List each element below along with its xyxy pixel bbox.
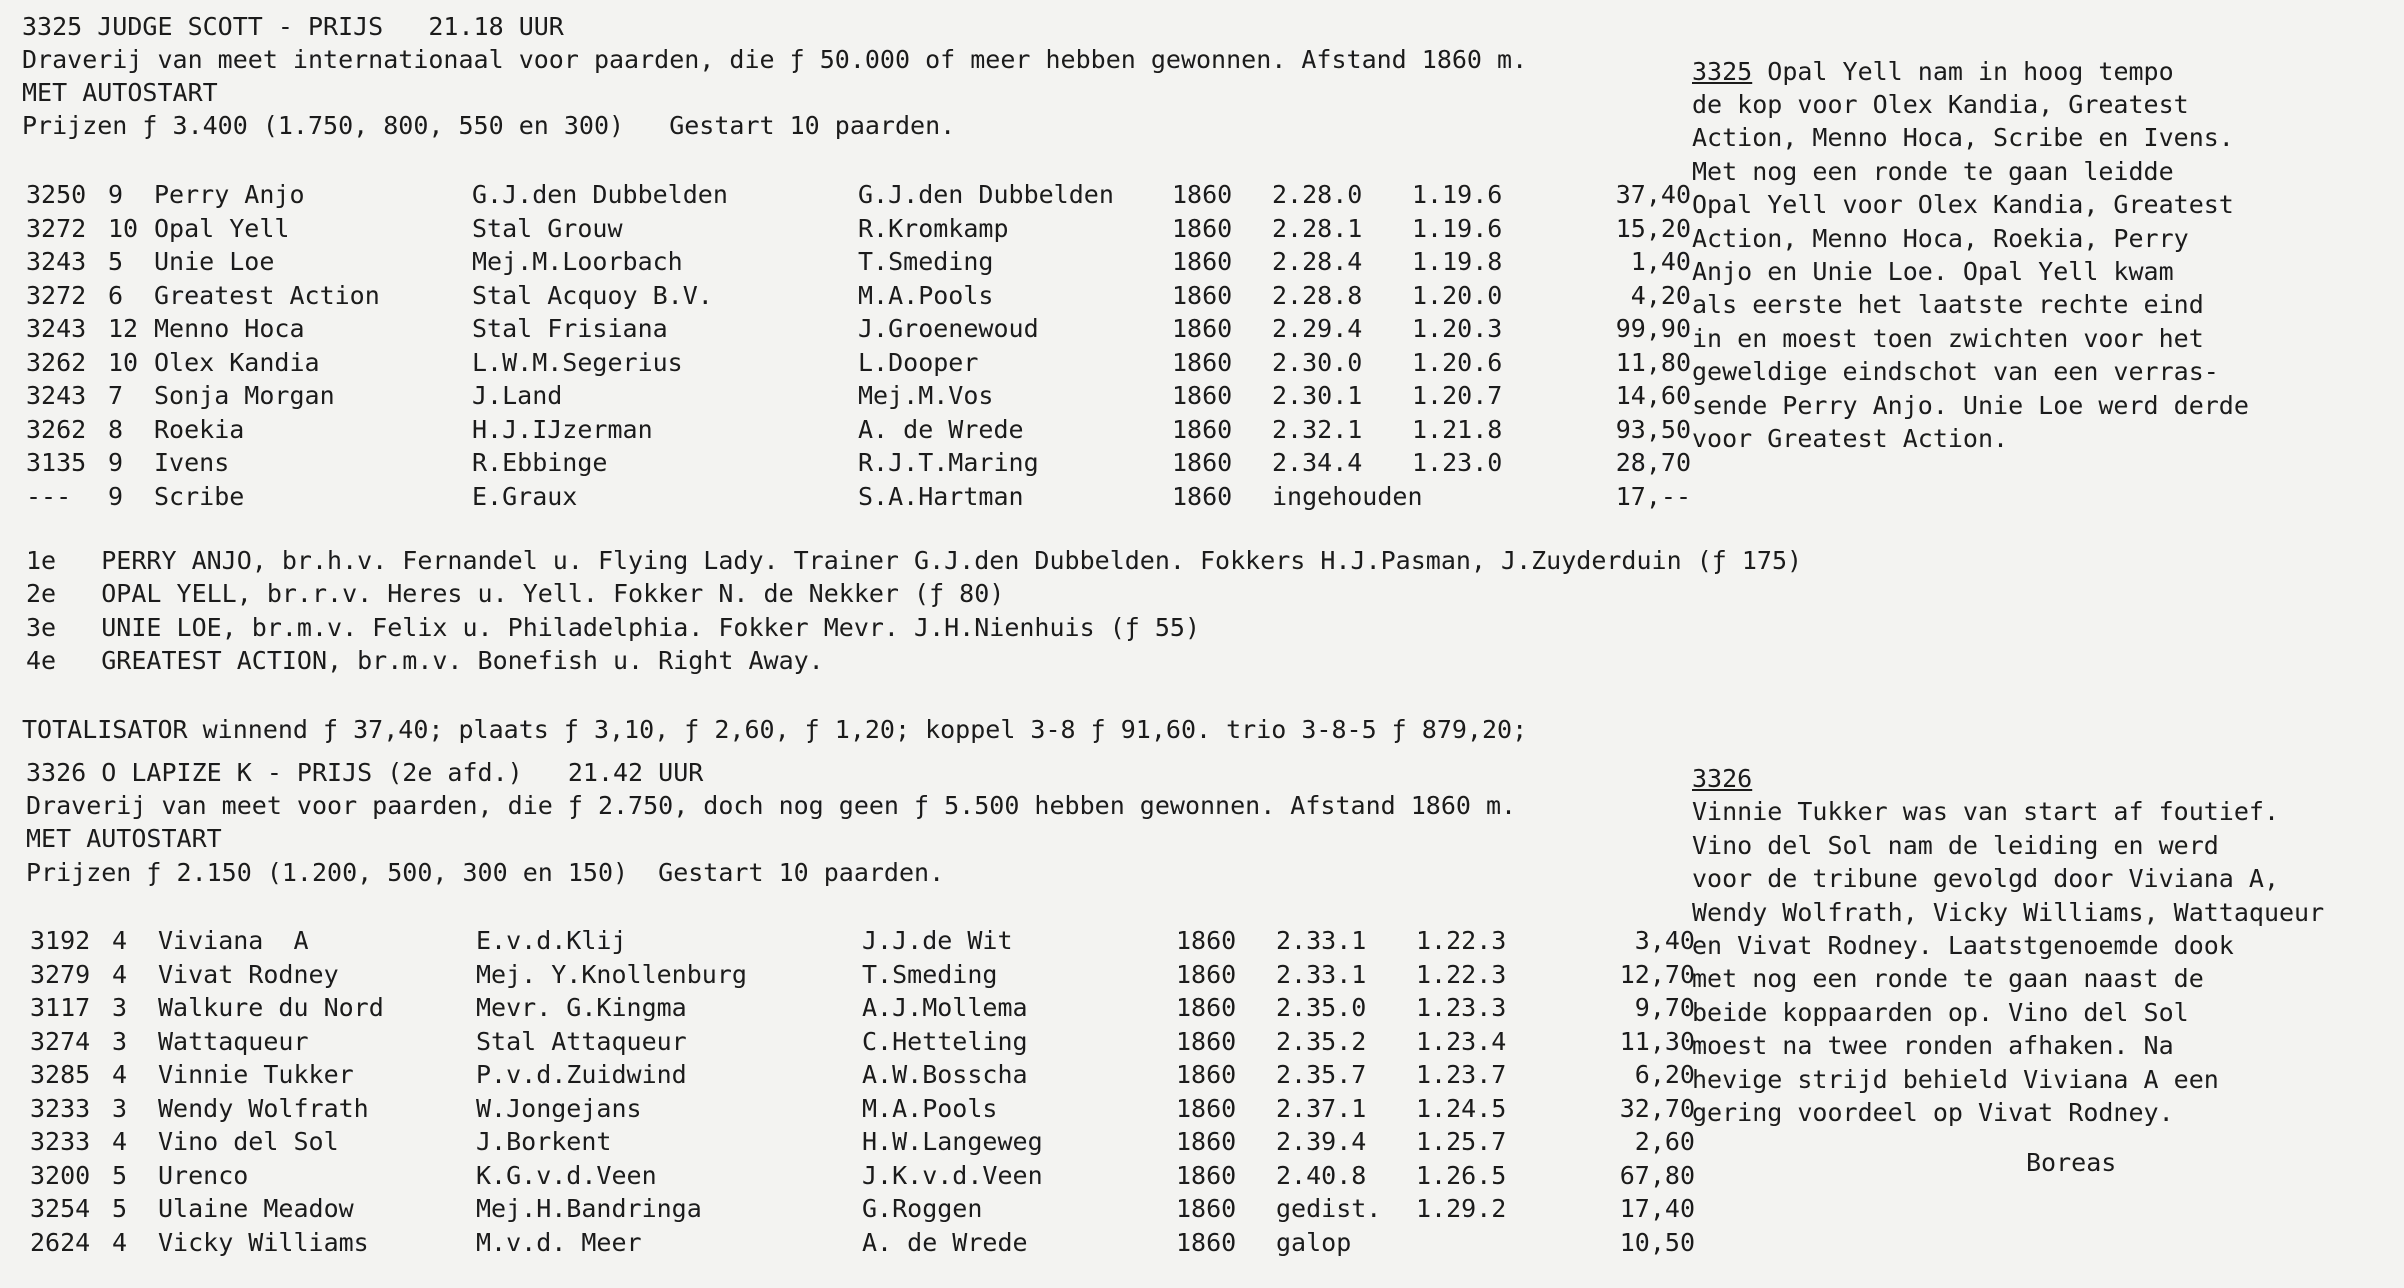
odds: 2,60: [1634, 1127, 1695, 1156]
signature: Boreas: [2026, 1148, 2117, 1177]
start-number: 4: [112, 1227, 128, 1257]
odds: 99,90: [1615, 314, 1691, 343]
comment-line: Wendy Wolfrath, Vicky Williams, Wattaqueur: [1692, 898, 2325, 927]
distance: 1860: [1176, 1093, 1237, 1123]
total-time: 2.40.8: [1276, 1160, 1367, 1190]
total-time: galop: [1276, 1227, 1352, 1257]
km-time: 1.19.6: [1412, 180, 1503, 209]
total-time: 2.33.1: [1276, 959, 1367, 989]
start-number: 12: [108, 314, 139, 343]
total-time: 2.35.0: [1276, 993, 1367, 1022]
start-number: 5: [112, 1194, 128, 1223]
distance: 1860: [1172, 314, 1233, 343]
table-row: [26, 178, 1706, 211]
owner: L.W.M.Segerius: [472, 347, 683, 377]
km-time: 1.23.7: [1416, 1060, 1507, 1089]
table-row: [30, 958, 1710, 991]
comment-line: Vinnie Tukker was van start af foutief.: [1692, 797, 2279, 826]
owner: Stal Frisiana: [472, 314, 668, 343]
distance: 1860: [1176, 1127, 1237, 1156]
distance: 1860: [1172, 180, 1233, 209]
driver: A. de Wrede: [858, 414, 1024, 444]
race1-description: Draverij van meet internationaal voor paarden, die ƒ 50.000 of meer hebben gewonnen. Afstand 1860 m.: [22, 45, 1528, 74]
driver: G.J.den Dubbelden: [858, 180, 1114, 209]
total-time: 2.28.8: [1272, 280, 1363, 310]
driver: T.Smeding: [862, 959, 998, 989]
km-time: 1.29.2: [1416, 1194, 1507, 1223]
horse-name: Walkure du Nord: [158, 993, 384, 1022]
owner: Stal Grouw: [472, 213, 623, 243]
owner: R.Ebbinge: [472, 448, 608, 477]
driver: R.Kromkamp: [858, 213, 1009, 243]
race1-totalisator: TOTALISATOR winnend ƒ 37,40; plaats ƒ 3,10, ƒ 2,60, ƒ 1,20; koppel 3-8 ƒ 91,60. trio 3-8-5 ƒ 879,20;: [22, 715, 1528, 744]
odds: 12,70: [1619, 959, 1695, 989]
km-time: 1.25.7: [1416, 1127, 1507, 1156]
comment-line: Anjo en Unie Loe. Opal Yell kwam: [1692, 257, 2174, 286]
prev-race-number: 3243: [26, 247, 87, 276]
total-time: 2.39.4: [1276, 1127, 1367, 1156]
horse-name: Unie Loe: [154, 247, 275, 276]
total-time: 2.32.1: [1272, 414, 1363, 444]
total-time: 2.28.0: [1272, 180, 1363, 209]
table-row: [26, 379, 1706, 412]
total-time: 2.28.1: [1272, 213, 1363, 243]
driver: G.Roggen: [862, 1194, 983, 1223]
table-row: [30, 1025, 1710, 1058]
table-row: [30, 1092, 1710, 1125]
race1-prizes: Prijzen ƒ 3.400 (1.750, 800, 550 en 300) Gestart 10 paarden.: [22, 111, 956, 140]
owner: P.v.d.Zuidwind: [476, 1060, 687, 1089]
table-row: [30, 1159, 1710, 1192]
race1-start-type: MET AUTOSTART: [22, 78, 218, 107]
comment-line: met nog een ronde te gaan naast de: [1692, 964, 2204, 993]
prev-race-number: 3192: [30, 926, 91, 955]
prev-race-number: 3243: [26, 381, 87, 410]
comment-line: voor de tribune gevolgd door Viviana A,: [1692, 864, 2279, 893]
driver: S.A.Hartman: [858, 481, 1024, 511]
distance: 1860: [1176, 1026, 1237, 1056]
race1-header: 3325 JUDGE SCOTT - PRIJS 21.18 UUR: [22, 12, 564, 41]
prev-race-number: 3233: [30, 1093, 91, 1123]
table-row: [26, 245, 1706, 278]
horse-name: Sonja Morgan: [154, 381, 335, 410]
table-row: [30, 1125, 1710, 1158]
distance: 1860: [1176, 926, 1237, 955]
prev-race-number: 2624: [30, 1227, 91, 1257]
km-time: 1.23.4: [1416, 1026, 1507, 1056]
prev-race-number: 3285: [30, 1060, 91, 1089]
km-time: 1.19.6: [1412, 213, 1503, 243]
start-number: 6: [108, 280, 124, 310]
race2-start-type: MET AUTOSTART: [26, 824, 222, 853]
odds: 9,70: [1634, 993, 1695, 1022]
prev-race-number: 3254: [30, 1194, 91, 1223]
driver: H.W.Langeweg: [862, 1127, 1043, 1156]
distance: 1860: [1172, 414, 1233, 444]
start-number: 4: [112, 1060, 128, 1089]
comment-line: als eerste het laatste rechte eind: [1692, 290, 2204, 319]
driver: A.J.Mollema: [862, 993, 1028, 1022]
table-row: [26, 346, 1706, 379]
km-time: 1.26.5: [1416, 1160, 1507, 1190]
odds: 4,20: [1630, 280, 1691, 310]
comment-line: Opal Yell voor Olex Kandia, Greatest: [1692, 190, 2234, 219]
total-time: 2.30.1: [1272, 381, 1363, 410]
driver: J.J.de Wit: [862, 926, 1013, 955]
owner: K.G.v.d.Veen: [476, 1160, 657, 1190]
km-time: 1.22.3: [1416, 926, 1507, 955]
horse-name: Greatest Action: [154, 280, 380, 310]
odds: 1,40: [1630, 247, 1691, 276]
driver: R.J.T.Maring: [858, 448, 1039, 477]
table-row: [30, 924, 1710, 957]
prev-race-number: 3243: [26, 314, 87, 343]
race2-description: Draverij van meet voor paarden, die ƒ 2.750, doch nog geen ƒ 5.500 hebben gewonnen. Afstand 1860 m.: [26, 791, 1517, 820]
horse-name: Menno Hoca: [154, 314, 305, 343]
table-row: [30, 991, 1710, 1024]
comment-line: Vino del Sol nam de leiding en werd: [1692, 831, 2219, 860]
start-number: 4: [112, 959, 128, 989]
horse-name: Scribe: [154, 481, 245, 511]
start-number: 9: [108, 481, 124, 511]
comment-line: Met nog een ronde te gaan leidde: [1692, 157, 2174, 186]
prev-race-number: 3274: [30, 1026, 91, 1056]
horse-name: Vinnie Tukker: [158, 1060, 354, 1089]
horse-name: Perry Anjo: [154, 180, 305, 209]
distance: 1860: [1172, 347, 1233, 377]
km-time: 1.23.3: [1416, 993, 1507, 1022]
comment-line: de kop voor Olex Kandia, Greatest: [1692, 90, 2189, 119]
owner: E.v.d.Klij: [476, 926, 627, 955]
start-number: 3: [112, 993, 128, 1022]
km-time: 1.22.3: [1416, 959, 1507, 989]
start-number: 8: [108, 414, 124, 444]
comment-line: Action, Menno Hoca, Roekia, Perry: [1692, 224, 2189, 253]
total-time: 2.35.2: [1276, 1026, 1367, 1056]
placing-line: 2e OPAL YELL, br.r.v. Heres u. Yell. Fokker N. de Nekker (ƒ 80): [26, 579, 1005, 608]
owner: Mevr. G.Kingma: [476, 993, 687, 1022]
distance: 1860: [1172, 381, 1233, 410]
distance: 1860: [1172, 448, 1233, 477]
race2-prizes: Prijzen ƒ 2.150 (1.200, 500, 300 en 150) Gestart 10 paarden.: [26, 858, 945, 887]
horse-name: Viviana A: [158, 926, 309, 955]
prev-race-number: 3272: [26, 280, 87, 310]
comment-line: beide koppaarden op. Vino del Sol: [1692, 998, 2189, 1027]
table-row: [30, 1226, 1710, 1259]
driver: J.K.v.d.Veen: [862, 1160, 1043, 1190]
distance: 1860: [1176, 959, 1237, 989]
owner: J.Borkent: [476, 1127, 612, 1156]
horse-name: Wendy Wolfrath: [158, 1093, 369, 1123]
start-number: 10: [108, 213, 139, 243]
distance: 1860: [1172, 481, 1233, 511]
total-time: 2.35.7: [1276, 1060, 1367, 1089]
driver: A. de Wrede: [862, 1227, 1028, 1257]
total-time: 2.30.0: [1272, 347, 1363, 377]
start-number: 3: [112, 1026, 128, 1056]
horse-name: Opal Yell: [154, 213, 290, 243]
start-number: 4: [112, 1127, 128, 1156]
owner: Stal Attaqueur: [476, 1026, 687, 1056]
comment-line: in en moest toen zwichten voor het: [1692, 324, 2204, 353]
odds: 37,40: [1615, 180, 1691, 209]
odds: 10,50: [1619, 1227, 1695, 1257]
start-number: 7: [108, 381, 124, 410]
distance: 1860: [1176, 1160, 1237, 1190]
driver: M.A.Pools: [862, 1093, 998, 1123]
odds: 14,60: [1615, 381, 1691, 410]
odds: 17,--: [1615, 481, 1691, 511]
owner: Stal Acquoy B.V.: [472, 280, 713, 310]
owner: W.Jongejans: [476, 1093, 642, 1123]
odds: 3,40: [1634, 926, 1695, 955]
odds: 28,70: [1615, 448, 1691, 477]
distance: 1860: [1172, 213, 1233, 243]
driver: T.Smeding: [858, 247, 994, 276]
distance: 1860: [1176, 1227, 1237, 1257]
owner: E.Graux: [472, 481, 578, 511]
distance: 1860: [1172, 280, 1233, 310]
driver: C.Hetteling: [862, 1026, 1028, 1056]
km-time: 1.23.0: [1412, 448, 1503, 477]
total-time: 2.28.4: [1272, 247, 1363, 276]
comment-line: Opal Yell nam in hoog tempo: [1752, 57, 2174, 86]
horse-name: Vivat Rodney: [158, 959, 339, 989]
prev-race-number: 3117: [30, 993, 91, 1022]
km-time: 1.20.0: [1412, 280, 1503, 310]
prev-race-number: ---: [26, 481, 72, 511]
total-time: 2.33.1: [1276, 926, 1367, 955]
owner: J.Land: [472, 381, 563, 410]
owner: H.J.IJzerman: [472, 414, 653, 444]
odds: 11,80: [1615, 347, 1691, 377]
table-row: [26, 480, 1706, 513]
owner: Mej.M.Loorbach: [472, 247, 683, 276]
start-number: 5: [112, 1160, 128, 1190]
horse-name: Wattaqueur: [158, 1026, 309, 1056]
table-row: [26, 279, 1706, 312]
comment-line: Action, Menno Hoca, Scribe en Ivens.: [1692, 123, 2234, 152]
start-number: 5: [108, 247, 124, 276]
placing-line: 4e GREATEST ACTION, br.m.v. Bonefish u. Right Away.: [26, 646, 824, 675]
table-row: [26, 446, 1706, 479]
table-row: [26, 212, 1706, 245]
distance: 1860: [1176, 1060, 1237, 1089]
total-time: ingehouden: [1272, 481, 1423, 511]
comment-line: moest na twee ronden afhaken. Na: [1692, 1031, 2174, 1060]
prev-race-number: 3262: [26, 414, 87, 444]
odds: 15,20: [1615, 213, 1691, 243]
table-row: [26, 413, 1706, 446]
start-number: 9: [108, 180, 124, 209]
total-time: gedist.: [1276, 1194, 1382, 1223]
odds: 32,70: [1619, 1093, 1695, 1123]
comment-line: hevige strijd behield Viviana A een: [1692, 1065, 2219, 1094]
comment-race-number: 3326: [1692, 764, 1753, 793]
odds: 6,20: [1634, 1060, 1695, 1089]
driver: Mej.M.Vos: [858, 381, 994, 410]
table-row: [30, 1192, 1710, 1225]
owner: Mej.H.Bandringa: [476, 1194, 702, 1223]
prev-race-number: 3233: [30, 1127, 91, 1156]
km-time: 1.20.6: [1412, 347, 1503, 377]
driver: L.Dooper: [858, 347, 979, 377]
placing-line: 3e UNIE LOE, br.m.v. Felix u. Philadelphia. Fokker Mevr. J.H.Nienhuis (ƒ 55): [26, 613, 1200, 642]
horse-name: Ulaine Meadow: [158, 1194, 354, 1223]
owner: M.v.d. Meer: [476, 1227, 642, 1257]
comment-race-number: 3325: [1692, 57, 1753, 86]
km-time: 1.21.8: [1412, 414, 1503, 444]
owner: Mej. Y.Knollenburg: [476, 959, 747, 989]
prev-race-number: 3262: [26, 347, 87, 377]
comment-line: voor Greatest Action.: [1692, 424, 2009, 453]
start-number: 10: [108, 347, 139, 377]
total-time: 2.37.1: [1276, 1093, 1367, 1123]
prev-race-number: 3279: [30, 959, 91, 989]
race2-header: 3326 O LAPIZE K - PRIJS (2e afd.) 21.42 UUR: [26, 758, 704, 787]
odds: 67,80: [1619, 1160, 1695, 1190]
prev-race-number: 3250: [26, 180, 87, 209]
comment-line: sende Perry Anjo. Unie Loe werd derde: [1692, 391, 2249, 420]
start-number: 9: [108, 448, 124, 477]
comment-line: geweldige eindschot van een verras-: [1692, 357, 2219, 386]
comment-line: en Vivat Rodney. Laatstgenoemde dook: [1692, 931, 2234, 960]
distance: 1860: [1172, 247, 1233, 276]
prev-race-number: 3200: [30, 1160, 91, 1190]
distance: 1860: [1176, 1194, 1237, 1223]
horse-name: Olex Kandia: [154, 347, 320, 377]
km-time: 1.20.3: [1412, 314, 1503, 343]
prev-race-number: 3272: [26, 213, 87, 243]
owner: G.J.den Dubbelden: [472, 180, 728, 209]
odds: 11,30: [1619, 1026, 1695, 1056]
km-time: 1.20.7: [1412, 381, 1503, 410]
prev-race-number: 3135: [26, 448, 87, 477]
start-number: 3: [112, 1093, 128, 1123]
comment-line: gering voordeel op Vivat Rodney.: [1692, 1098, 2174, 1127]
driver: M.A.Pools: [858, 280, 994, 310]
total-time: 2.29.4: [1272, 314, 1363, 343]
placing-line: 1e PERRY ANJO, br.h.v. Fernandel u. Flying Lady. Trainer G.J.den Dubbelden. Fokkers H.J.Pasman, J.Zuyderduin (ƒ 175): [26, 546, 1803, 575]
driver: J.Groenewoud: [858, 314, 1039, 343]
km-time: 1.24.5: [1416, 1093, 1507, 1123]
driver: A.W.Bosscha: [862, 1060, 1028, 1089]
horse-name: Vicky Williams: [158, 1227, 369, 1257]
distance: 1860: [1176, 993, 1237, 1022]
start-number: 4: [112, 926, 128, 955]
table-row: [30, 1058, 1710, 1091]
km-time: 1.19.8: [1412, 247, 1503, 276]
odds: 17,40: [1619, 1194, 1695, 1223]
total-time: 2.34.4: [1272, 448, 1363, 477]
odds: 93,50: [1615, 414, 1691, 444]
horse-name: Roekia: [154, 414, 245, 444]
horse-name: Ivens: [154, 448, 230, 477]
horse-name: Urenco: [158, 1160, 249, 1190]
table-row: [26, 312, 1706, 345]
horse-name: Vino del Sol: [158, 1127, 339, 1156]
